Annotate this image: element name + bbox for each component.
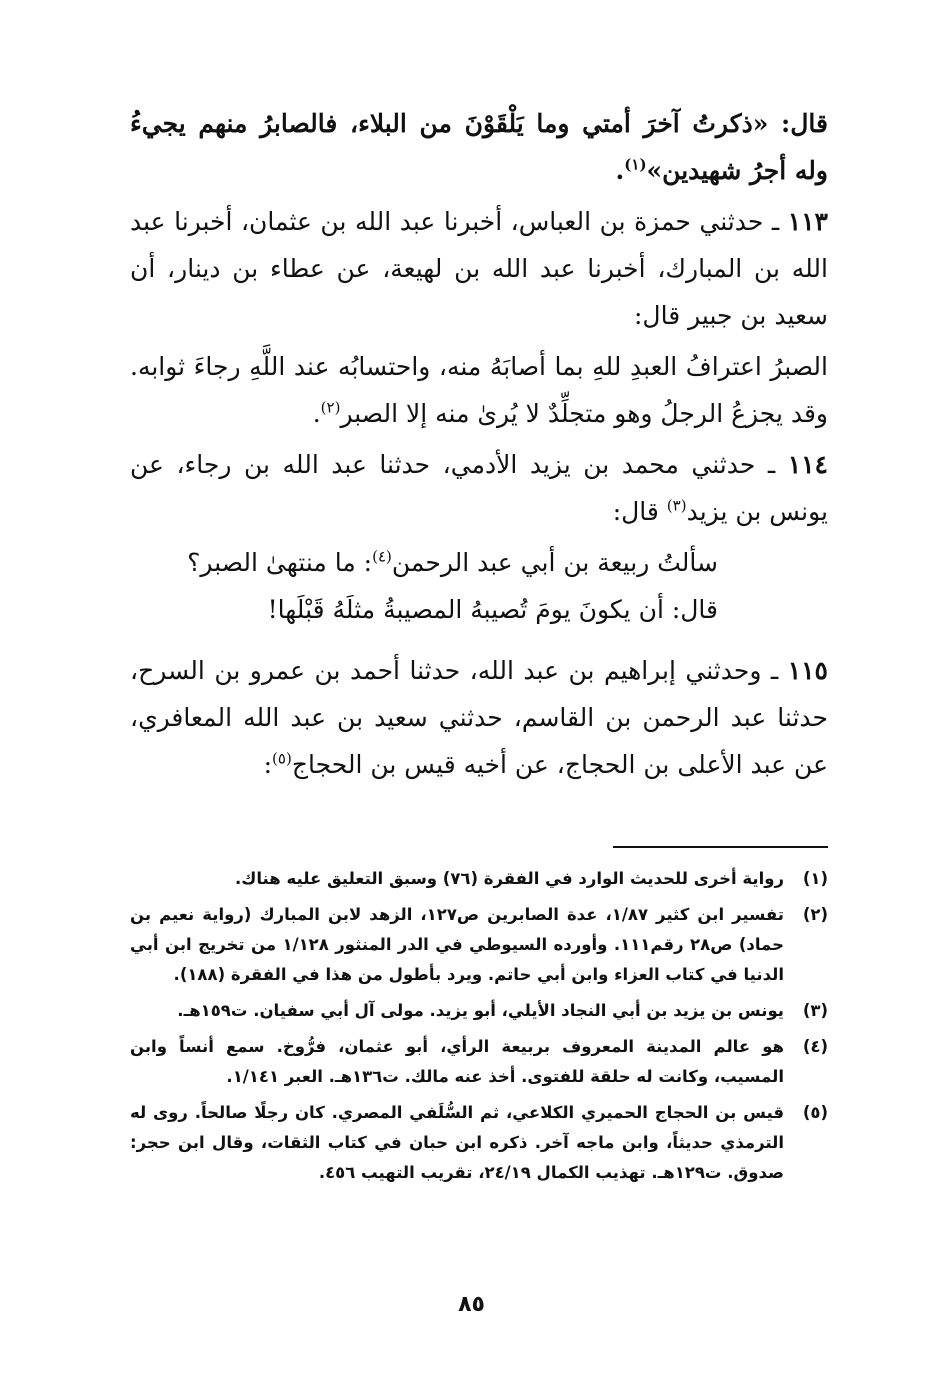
paragraph-text: ـ حدثني حمزة بن العباس، أخبرنا عبد الله بن عثمان، أخبرنا عبد الله بن المبارك، أخبرنا عبد الله بن لهيعة، عن عطاء بن دينار، أن سعيد بن جبير قال:	[130, 207, 828, 330]
footnote-text: هو عالم المدينة المعروف بربيعة الرأي، أبو عثمان، فرُّوخ. سمع أنساً وابن المسيب، وكانت له حلقة للفتوى. أخذ عنه مالك. ت١٣٦هـ. العبر ١/١٤١.	[130, 1037, 784, 1086]
footnote-ref-4[interactable]: (٤)	[372, 547, 392, 566]
paragraph-number: ١١٤	[787, 450, 828, 479]
footnote-item	[130, 1098, 828, 1188]
footnote-ref-1[interactable]: (١)	[624, 155, 647, 174]
punctuation: :	[263, 750, 273, 779]
footnote-text: يونس بن يزيد بن أبي النجاد الأيلي، أبو يزيد. مولى آل أبي سفيان. ت١٥٩هـ.	[177, 1001, 784, 1020]
paragraph-hadith	[130, 100, 828, 194]
paragraph-text: قال: أن يكونَ يومَ تُصيبهُ المصيبةُ مثلَهُ قَبْلَها!	[267, 595, 718, 624]
footnotes	[130, 864, 828, 1194]
paragraph-text: ـ وحدثني إبراهيم بن عبد الله، حدثنا أحمد بن عمرو بن السرح، حدثنا عبد الرحمن بن القاسم، حدثني سعيد بن عبد الله المعافري، عن عبد الأعلى بن الحجاج، عن أخيه قيس بن الحجاج	[130, 656, 828, 779]
footnote-text: قيس بن الحجاج الحميري الكلاعي، ثم السُّلَفي المصري. كان رجلًا صالحاً. روى له الترمذي حديثاً، وابن ماجه آخر. ذكره ابن حبان في كتاب الثقات، وقال ابن حجر: صدوق. ت١٢٩هـ. تهذيب الكمال ٢٤/١٩، تقريب التهيب ٤٥٦.	[130, 1103, 784, 1182]
paragraph-number: ١١٥	[787, 656, 828, 685]
footnote-label: (٣)	[802, 1001, 828, 1020]
footnote-item	[130, 1032, 828, 1092]
paragraph-answer	[130, 586, 828, 633]
punctuation: .	[312, 399, 321, 428]
paragraph-number: ١١٣	[787, 207, 828, 236]
punctuation: : ما منتهىٰ الصبر؟	[187, 548, 373, 577]
footnote-ref-2[interactable]: (٢)	[320, 398, 341, 417]
footnote-label: (٢)	[802, 905, 828, 924]
footnote-ref-3[interactable]: (٣)	[666, 496, 687, 515]
paragraph-saying-sabr	[130, 343, 828, 437]
footnote-ref-5[interactable]: (٥)	[272, 749, 292, 768]
paragraph-text: سألتُ ربيعة بن أبي عبد الرحمن	[391, 548, 718, 577]
paragraph-115	[130, 647, 828, 788]
footnote-label: (٥)	[802, 1103, 828, 1122]
footnote-label: (١)	[802, 869, 828, 888]
punctuation: .	[615, 156, 625, 185]
footnote-item	[130, 996, 828, 1026]
paragraph-114	[130, 441, 828, 535]
paragraph-text: ـ حدثني محمد بن يزيد الأدمي، حدثنا عبد الله بن رجاء، عن يونس بن يزيد	[130, 450, 828, 526]
footnote-text: تفسير ابن كثير ١/٨٧، عدة الصابرين ص١٢٧، الزهد لابن المبارك (رواية نعيم بن حماد) ص٢٨ رقم١١١. وأورده السيوطي في الدر المنثور ١/١٢٨ من تخريج ابن أبي الدنيا في كتاب العزاء وابن أبي حاتم. ويرد بأطول من هذا في الفقرة (١٨٨).	[130, 905, 784, 984]
footnote-divider	[613, 846, 828, 848]
paragraph-text: قال: «ذكرتُ آخرَ أمتي وما يَلْقَوْنَ من البلاء، فالصابرُ منهم يجيءُ وله أجرُ شهيدين»	[130, 109, 828, 185]
punctuation: قال:	[612, 497, 667, 526]
page-number: ٨٥	[458, 1292, 485, 1317]
footnote-label: (٤)	[802, 1037, 828, 1056]
footnote-text: رواية أخرى للحديث الوارد في الفقرة (٧٦) وسبق التعليق عليه هناك.	[234, 869, 784, 888]
paragraph-question	[130, 539, 828, 586]
paragraph-text: الصبرُ اعترافُ العبدِ للهِ بما أصابَهُ منه، واحتسابُه عند اللَّهِ رجاءَ ثوابه. وقد يجزعُ الرجلُ وهو متجلِّدٌ لا يُرىٰ منه إلا الصبر	[130, 352, 828, 428]
footnote-item	[130, 900, 828, 990]
footnote-item	[130, 864, 828, 894]
paragraph-113	[130, 198, 828, 339]
